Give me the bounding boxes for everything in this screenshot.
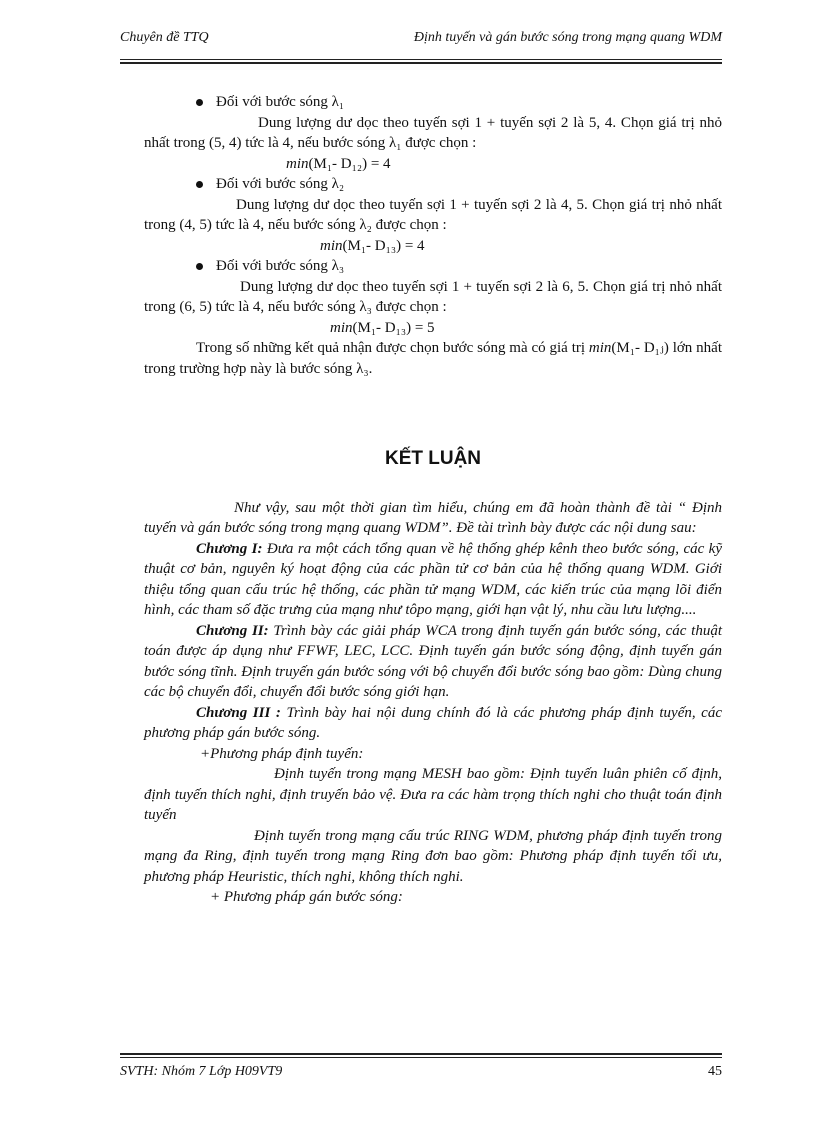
footer-left: SVTH: Nhóm 7 Lớp H09VT9 [120,1064,283,1079]
chapter-2-summary: Chương II: Trình bày các giải pháp WCA trong định tuyến gán bước sóng, các thuật toán được áp dụng như FFWF, LEC, LCC. Định tuyến gán bước sóng động, định tuyến gán bước sóng tĩnh. Định truyến gán bước sóng với bộ chuyển đổi bước sóng bao gồm: Dùng chung các bộ chuyển đổi, chuyển đổi bước sóng giới hạn. [144,622,722,700]
page-number: 45 [708,1064,722,1079]
bullet-dot-icon [196,99,203,106]
footer-rule [120,1053,722,1058]
equation-1: min(M₁- D₁₂) = 4 [286,155,391,172]
assignment-methods-title: + Phương pháp gán bước sóng: [210,889,403,905]
conclusion-intro: Như vậy, sau một thời gian tìm hiểu, chúng em đã hoàn thành đề tài “ Định tuyến và gán bước sóng trong mạng quang WDM”. Đề tài trình bày được các nội dung sau: [144,499,722,536]
paragraph-lambda2: Dung lượng dư dọc theo tuyến sợi 1 + tuyến sợi 2 là 4, 5. Chọn giá trị nhỏ nhất trong (4, 5) tức là 4, nếu bước sóng λ₂ được chọn : [144,196,722,233]
conclusion-section [144,498,722,908]
header-rule [120,59,722,64]
routing-methods-title: +Phương pháp định tuyến: [200,745,364,762]
page-body [144,92,722,908]
paragraph-lambda1: Dung lượng dư dọc theo tuyến sợi 1 + tuyến sợi 2 là 5, 4. Chọn giá trị nhỏ nhất trong (5, 4) tức là 4, nếu bước sóng λ₁ được chọn : [144,114,722,151]
bullet-lambda1: Đối với bước sóng λ₁ [144,92,722,113]
equation-2: min(M₁- D₁₃) = 4 [320,237,425,254]
mesh-routing-paragraph: Định tuyến trong mạng MESH bao gồm: Định tuyến luân phiên cố định, định tuyến thích nghi, định truyến bảo vệ. Đưa ra các hàm trọng thích nghi cho thuật toán định tuyến [144,766,722,823]
chapter-3-summary: Chương III : Trình bày hai nội dung chính đó là các phương pháp định tuyến, các phương pháp gán bước sóng. [144,704,722,741]
page-footer [120,1064,722,1080]
header-left: Chuyên đề TTQ [120,30,209,45]
bullet-dot-icon [196,181,203,188]
paragraph-conclusion-lambda: Trong số những kết quả nhận được chọn bước sóng mà có giá trị min(M₁- D₁ⱼ) lớn nhất trong trường hợp này là bước sóng λ₃. [144,340,722,377]
paragraph-lambda3: Dung lượng dư dọc theo tuyến sợi 1 + tuyến sợi 2 là 6, 5. Chọn giá trị nhỏ nhất trong (6, 5) tức là 4, nếu bước sóng λ₃ được chọn : [144,278,722,315]
equation-3: min(M₁- D₁₃) = 5 [330,319,435,336]
section-heading: KẾT LUẬN [384,448,482,469]
chapter-1-summary: Chương I: Đưa ra một cách tổng quan về hệ thống ghép kênh theo bước sóng, các kỹ thuật cơ bản, nguyên ký hoạt động của các phần tử cơ bản của hệ thống quang WDM. Giới thiệu tổng quan cấu trúc hệ thống, các phần tử mạng WDM, các kiến trúc của mạng lõi điển hình, các tham số đặc trưng của mạng như tôpo mạng, giới hạn vật lý, nhu cầu lưu lượng.... [144,540,722,618]
bullet-dot-icon [196,263,203,270]
bullet-lambda3: Đối với bước sóng λ₃ [144,256,722,277]
header-right: Định tuyến và gán bước sóng trong mạng quang WDM [413,30,722,45]
bullet-lambda2: Đối với bước sóng λ₂ [144,174,722,195]
ring-routing-paragraph: Định tuyến trong mạng cấu trúc RING WDM, phương pháp định tuyến trong mạng đa Ring, định tuyến trong mạng Ring đơn bao gồm: Phương pháp định tuyến tối ưu, phương pháp Heuristic, thích nghi, không thích nghi. [144,827,722,885]
